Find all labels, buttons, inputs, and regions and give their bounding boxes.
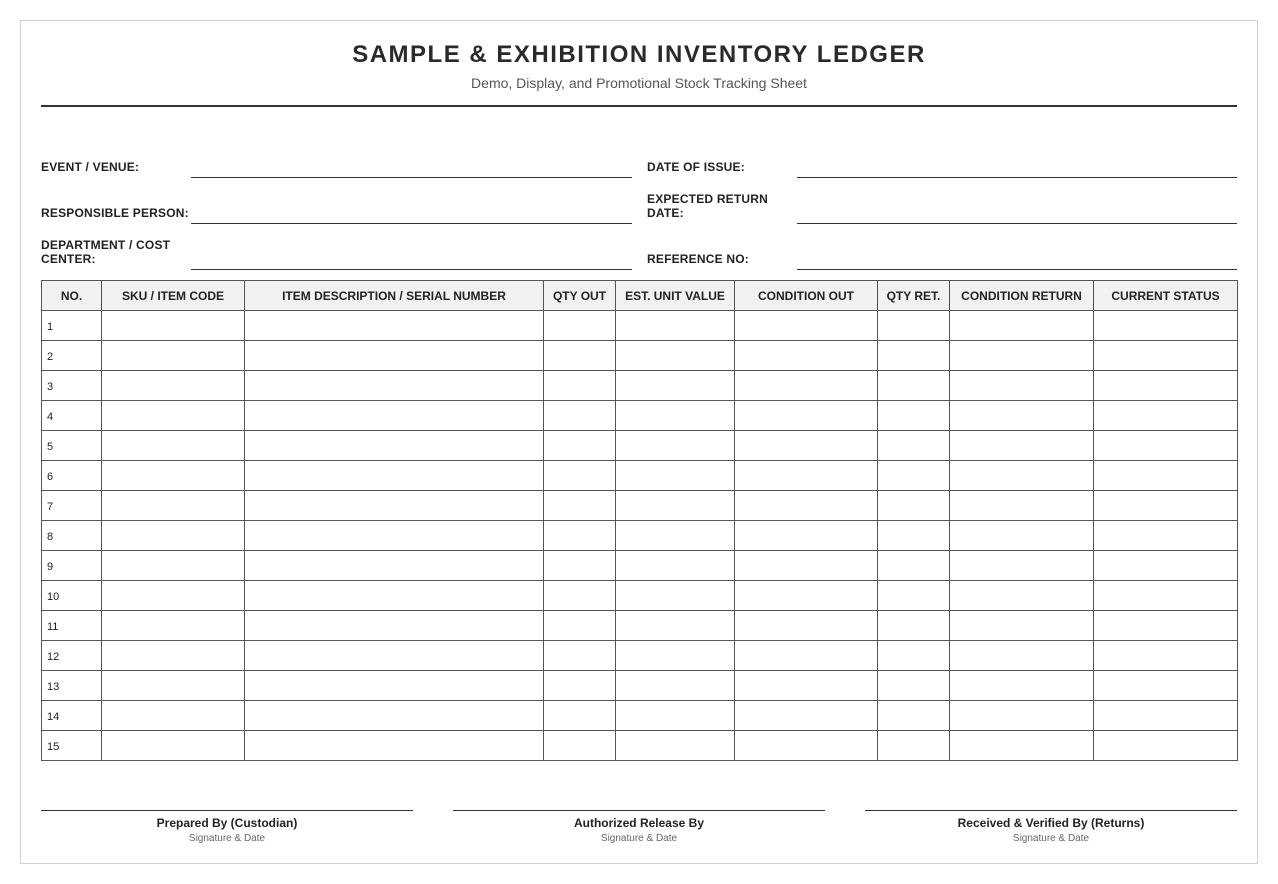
condition-out-cell[interactable] bbox=[735, 731, 878, 761]
col-header-qty-ret: QTY RET. bbox=[878, 281, 950, 311]
current-status-cell[interactable] bbox=[1094, 461, 1238, 491]
document-subtitle: Demo, Display, and Promotional Stock Tracking Sheet bbox=[471, 75, 807, 91]
qty-out-cell[interactable] bbox=[544, 341, 616, 371]
sku-cell[interactable] bbox=[102, 581, 245, 611]
col-header-current-status: CURRENT STATUS bbox=[1094, 281, 1238, 311]
unit-value-cell[interactable] bbox=[616, 581, 735, 611]
sku-cell[interactable] bbox=[102, 461, 245, 491]
qty-ret-cell[interactable] bbox=[878, 551, 950, 581]
col-header-sku: SKU / ITEM CODE bbox=[102, 281, 245, 311]
condition-return-cell[interactable] bbox=[950, 641, 1094, 671]
row-number: 6 bbox=[42, 461, 102, 491]
table-row bbox=[42, 461, 1238, 491]
qty-out-cell[interactable] bbox=[544, 371, 616, 401]
description-cell[interactable] bbox=[245, 701, 544, 731]
qty-out-cell[interactable] bbox=[544, 401, 616, 431]
condition-return-cell[interactable] bbox=[950, 491, 1094, 521]
unit-value-cell[interactable] bbox=[616, 341, 735, 371]
sku-cell[interactable] bbox=[102, 611, 245, 641]
date-of-issue-input-line[interactable] bbox=[797, 177, 1237, 178]
department-cost-center-input-line[interactable] bbox=[191, 269, 632, 270]
qty-out-cell[interactable] bbox=[544, 521, 616, 551]
sku-cell[interactable] bbox=[102, 401, 245, 431]
responsible-person-label: RESPONSIBLE PERSON: bbox=[41, 206, 189, 220]
description-cell[interactable] bbox=[245, 521, 544, 551]
qty-ret-cell[interactable] bbox=[878, 581, 950, 611]
row-number: 1 bbox=[42, 311, 102, 341]
qty-out-cell[interactable] bbox=[544, 671, 616, 701]
condition-out-cell[interactable] bbox=[735, 521, 878, 551]
expected-return-date-label: EXPECTED RETURN DATE: bbox=[647, 192, 769, 220]
signature-block-prepared bbox=[41, 810, 413, 844]
unit-value-cell[interactable] bbox=[616, 611, 735, 641]
row-number: 10 bbox=[42, 581, 102, 611]
condition-out-cell[interactable] bbox=[735, 551, 878, 581]
qty-out-cell[interactable] bbox=[544, 731, 616, 761]
qty-ret-cell[interactable] bbox=[878, 641, 950, 671]
qty-ret-cell[interactable] bbox=[878, 311, 950, 341]
current-status-cell[interactable] bbox=[1094, 671, 1238, 701]
condition-out-cell[interactable] bbox=[735, 461, 878, 491]
table-row bbox=[42, 401, 1238, 431]
unit-value-cell[interactable] bbox=[616, 431, 735, 461]
row-number: 13 bbox=[42, 671, 102, 701]
col-header-unit-value: EST. UNIT VALUE bbox=[616, 281, 735, 311]
reference-no-label: REFERENCE NO: bbox=[647, 252, 749, 266]
condition-out-cell[interactable] bbox=[735, 311, 878, 341]
condition-out-cell[interactable] bbox=[735, 371, 878, 401]
row-number: 3 bbox=[42, 371, 102, 401]
qty-out-cell[interactable] bbox=[544, 701, 616, 731]
condition-return-cell[interactable] bbox=[950, 461, 1094, 491]
document-title: SAMPLE & EXHIBITION INVENTORY LEDGER bbox=[352, 41, 926, 68]
description-cell[interactable] bbox=[245, 641, 544, 671]
department-cost-center-field[interactable] bbox=[41, 230, 632, 270]
condition-return-cell[interactable] bbox=[950, 551, 1094, 581]
signature-line-received[interactable] bbox=[865, 810, 1237, 811]
table-row bbox=[42, 431, 1238, 461]
sku-cell[interactable] bbox=[102, 701, 245, 731]
row-number: 8 bbox=[42, 521, 102, 551]
description-cell[interactable] bbox=[245, 461, 544, 491]
sku-cell[interactable] bbox=[102, 521, 245, 551]
sku-cell[interactable] bbox=[102, 371, 245, 401]
qty-ret-cell[interactable] bbox=[878, 701, 950, 731]
signature-title-prepared: Prepared By (Custodian) bbox=[156, 816, 298, 830]
ledger-sheet bbox=[20, 20, 1258, 864]
description-cell[interactable] bbox=[245, 401, 544, 431]
signature-title-authorized: Authorized Release By bbox=[573, 816, 705, 830]
col-header-condition-out: CONDITION OUT bbox=[735, 281, 878, 311]
unit-value-cell[interactable] bbox=[616, 521, 735, 551]
condition-out-cell[interactable] bbox=[735, 401, 878, 431]
table-row bbox=[42, 581, 1238, 611]
responsible-person-field[interactable] bbox=[41, 184, 632, 224]
unit-value-cell[interactable] bbox=[616, 491, 735, 521]
document-header bbox=[41, 21, 1237, 107]
condition-out-cell[interactable] bbox=[735, 611, 878, 641]
unit-value-cell[interactable] bbox=[616, 551, 735, 581]
current-status-cell[interactable] bbox=[1094, 551, 1238, 581]
unit-value-cell[interactable] bbox=[616, 641, 735, 671]
description-cell[interactable] bbox=[245, 611, 544, 641]
row-number: 7 bbox=[42, 491, 102, 521]
qty-out-cell[interactable] bbox=[544, 581, 616, 611]
unit-value-cell[interactable] bbox=[616, 701, 735, 731]
description-cell[interactable] bbox=[245, 371, 544, 401]
description-cell[interactable] bbox=[245, 581, 544, 611]
sku-cell[interactable] bbox=[102, 431, 245, 461]
expected-return-date-input-line[interactable] bbox=[797, 223, 1237, 224]
condition-return-cell[interactable] bbox=[950, 731, 1094, 761]
unit-value-cell[interactable] bbox=[616, 731, 735, 761]
row-number: 11 bbox=[42, 611, 102, 641]
description-cell[interactable] bbox=[245, 311, 544, 341]
table-row bbox=[42, 341, 1238, 371]
description-cell[interactable] bbox=[245, 341, 544, 371]
description-cell[interactable] bbox=[245, 671, 544, 701]
condition-out-cell[interactable] bbox=[735, 341, 878, 371]
table-header-row bbox=[42, 281, 1238, 311]
reference-no-input-line[interactable] bbox=[797, 269, 1237, 270]
current-status-cell[interactable] bbox=[1094, 341, 1238, 371]
sku-cell[interactable] bbox=[102, 311, 245, 341]
current-status-cell[interactable] bbox=[1094, 701, 1238, 731]
condition-out-cell[interactable] bbox=[735, 581, 878, 611]
signature-subtitle-prepared: Signature & Date bbox=[188, 833, 266, 844]
table-row bbox=[42, 311, 1238, 341]
condition-out-cell[interactable] bbox=[735, 491, 878, 521]
condition-out-cell[interactable] bbox=[735, 671, 878, 701]
condition-return-cell[interactable] bbox=[950, 671, 1094, 701]
current-status-cell[interactable] bbox=[1094, 731, 1238, 761]
signature-line-authorized[interactable] bbox=[453, 810, 825, 811]
qty-ret-cell[interactable] bbox=[878, 491, 950, 521]
qty-ret-cell[interactable] bbox=[878, 371, 950, 401]
table-row bbox=[42, 731, 1238, 761]
department-cost-center-label: DEPARTMENT / COST CENTER: bbox=[41, 238, 171, 266]
reference-no-field[interactable] bbox=[647, 230, 1237, 270]
qty-ret-cell[interactable] bbox=[878, 671, 950, 701]
sku-cell[interactable] bbox=[102, 491, 245, 521]
condition-return-cell[interactable] bbox=[950, 521, 1094, 551]
condition-return-cell[interactable] bbox=[950, 311, 1094, 341]
description-cell[interactable] bbox=[245, 731, 544, 761]
current-status-cell[interactable] bbox=[1094, 581, 1238, 611]
col-header-description: ITEM DESCRIPTION / SERIAL NUMBER bbox=[245, 281, 544, 311]
row-number: 9 bbox=[42, 551, 102, 581]
description-cell[interactable] bbox=[245, 491, 544, 521]
current-status-cell[interactable] bbox=[1094, 521, 1238, 551]
qty-ret-cell[interactable] bbox=[878, 341, 950, 371]
qty-ret-cell[interactable] bbox=[878, 431, 950, 461]
signature-title-received: Received & Verified By (Returns) bbox=[957, 816, 1145, 830]
inventory-table bbox=[41, 280, 1238, 761]
condition-return-cell[interactable] bbox=[950, 401, 1094, 431]
qty-out-cell[interactable] bbox=[544, 611, 616, 641]
row-number: 12 bbox=[42, 641, 102, 671]
qty-out-cell[interactable] bbox=[544, 431, 616, 461]
condition-out-cell[interactable] bbox=[735, 641, 878, 671]
current-status-cell[interactable] bbox=[1094, 431, 1238, 461]
qty-out-cell[interactable] bbox=[544, 551, 616, 581]
table-row bbox=[42, 371, 1238, 401]
row-number: 14 bbox=[42, 701, 102, 731]
date-of-issue-field[interactable] bbox=[647, 138, 1237, 178]
date-of-issue-label: DATE OF ISSUE: bbox=[647, 160, 745, 174]
qty-ret-cell[interactable] bbox=[878, 611, 950, 641]
table-row bbox=[42, 551, 1238, 581]
qty-ret-cell[interactable] bbox=[878, 521, 950, 551]
qty-out-cell[interactable] bbox=[544, 641, 616, 671]
unit-value-cell[interactable] bbox=[616, 371, 735, 401]
description-cell[interactable] bbox=[245, 431, 544, 461]
event-venue-label: EVENT / VENUE: bbox=[41, 160, 140, 174]
table-row bbox=[42, 641, 1238, 671]
unit-value-cell[interactable] bbox=[616, 401, 735, 431]
row-number: 5 bbox=[42, 431, 102, 461]
signature-line-prepared[interactable] bbox=[41, 810, 413, 811]
row-number: 4 bbox=[42, 401, 102, 431]
col-header-no: NO. bbox=[42, 281, 102, 311]
table-row bbox=[42, 611, 1238, 641]
current-status-cell[interactable] bbox=[1094, 641, 1238, 671]
condition-return-cell[interactable] bbox=[950, 611, 1094, 641]
table-row bbox=[42, 701, 1238, 731]
sku-cell[interactable] bbox=[102, 671, 245, 701]
current-status-cell[interactable] bbox=[1094, 401, 1238, 431]
current-status-cell[interactable] bbox=[1094, 371, 1238, 401]
row-number: 2 bbox=[42, 341, 102, 371]
event-venue-input-line[interactable] bbox=[191, 177, 632, 178]
current-status-cell[interactable] bbox=[1094, 611, 1238, 641]
qty-out-cell[interactable] bbox=[544, 461, 616, 491]
signature-subtitle-received: Signature & Date bbox=[1012, 833, 1090, 844]
event-venue-field[interactable] bbox=[41, 138, 632, 178]
table-row bbox=[42, 521, 1238, 551]
condition-return-cell[interactable] bbox=[950, 581, 1094, 611]
current-status-cell[interactable] bbox=[1094, 311, 1238, 341]
signature-block-authorized bbox=[453, 810, 825, 844]
unit-value-cell[interactable] bbox=[616, 311, 735, 341]
description-cell[interactable] bbox=[245, 551, 544, 581]
responsible-person-input-line[interactable] bbox=[191, 223, 632, 224]
qty-out-cell[interactable] bbox=[544, 311, 616, 341]
condition-return-cell[interactable] bbox=[950, 431, 1094, 461]
condition-return-cell[interactable] bbox=[950, 341, 1094, 371]
sku-cell[interactable] bbox=[102, 641, 245, 671]
qty-ret-cell[interactable] bbox=[878, 401, 950, 431]
signature-block-received bbox=[865, 810, 1237, 844]
table-row bbox=[42, 491, 1238, 521]
condition-out-cell[interactable] bbox=[735, 431, 878, 461]
qty-out-cell[interactable] bbox=[544, 491, 616, 521]
qty-ret-cell[interactable] bbox=[878, 731, 950, 761]
condition-out-cell[interactable] bbox=[735, 701, 878, 731]
col-header-qty-out: QTY OUT bbox=[544, 281, 616, 311]
unit-value-cell[interactable] bbox=[616, 461, 735, 491]
unit-value-cell[interactable] bbox=[616, 671, 735, 701]
table-row bbox=[42, 671, 1238, 701]
signature-subtitle-authorized: Signature & Date bbox=[600, 833, 678, 844]
condition-return-cell[interactable] bbox=[950, 701, 1094, 731]
col-header-condition-return: CONDITION RETURN bbox=[950, 281, 1094, 311]
sku-cell[interactable] bbox=[102, 731, 245, 761]
sku-cell[interactable] bbox=[102, 551, 245, 581]
current-status-cell[interactable] bbox=[1094, 491, 1238, 521]
qty-ret-cell[interactable] bbox=[878, 461, 950, 491]
row-number: 15 bbox=[42, 731, 102, 761]
condition-return-cell[interactable] bbox=[950, 371, 1094, 401]
expected-return-date-field[interactable] bbox=[647, 184, 1237, 224]
sku-cell[interactable] bbox=[102, 341, 245, 371]
